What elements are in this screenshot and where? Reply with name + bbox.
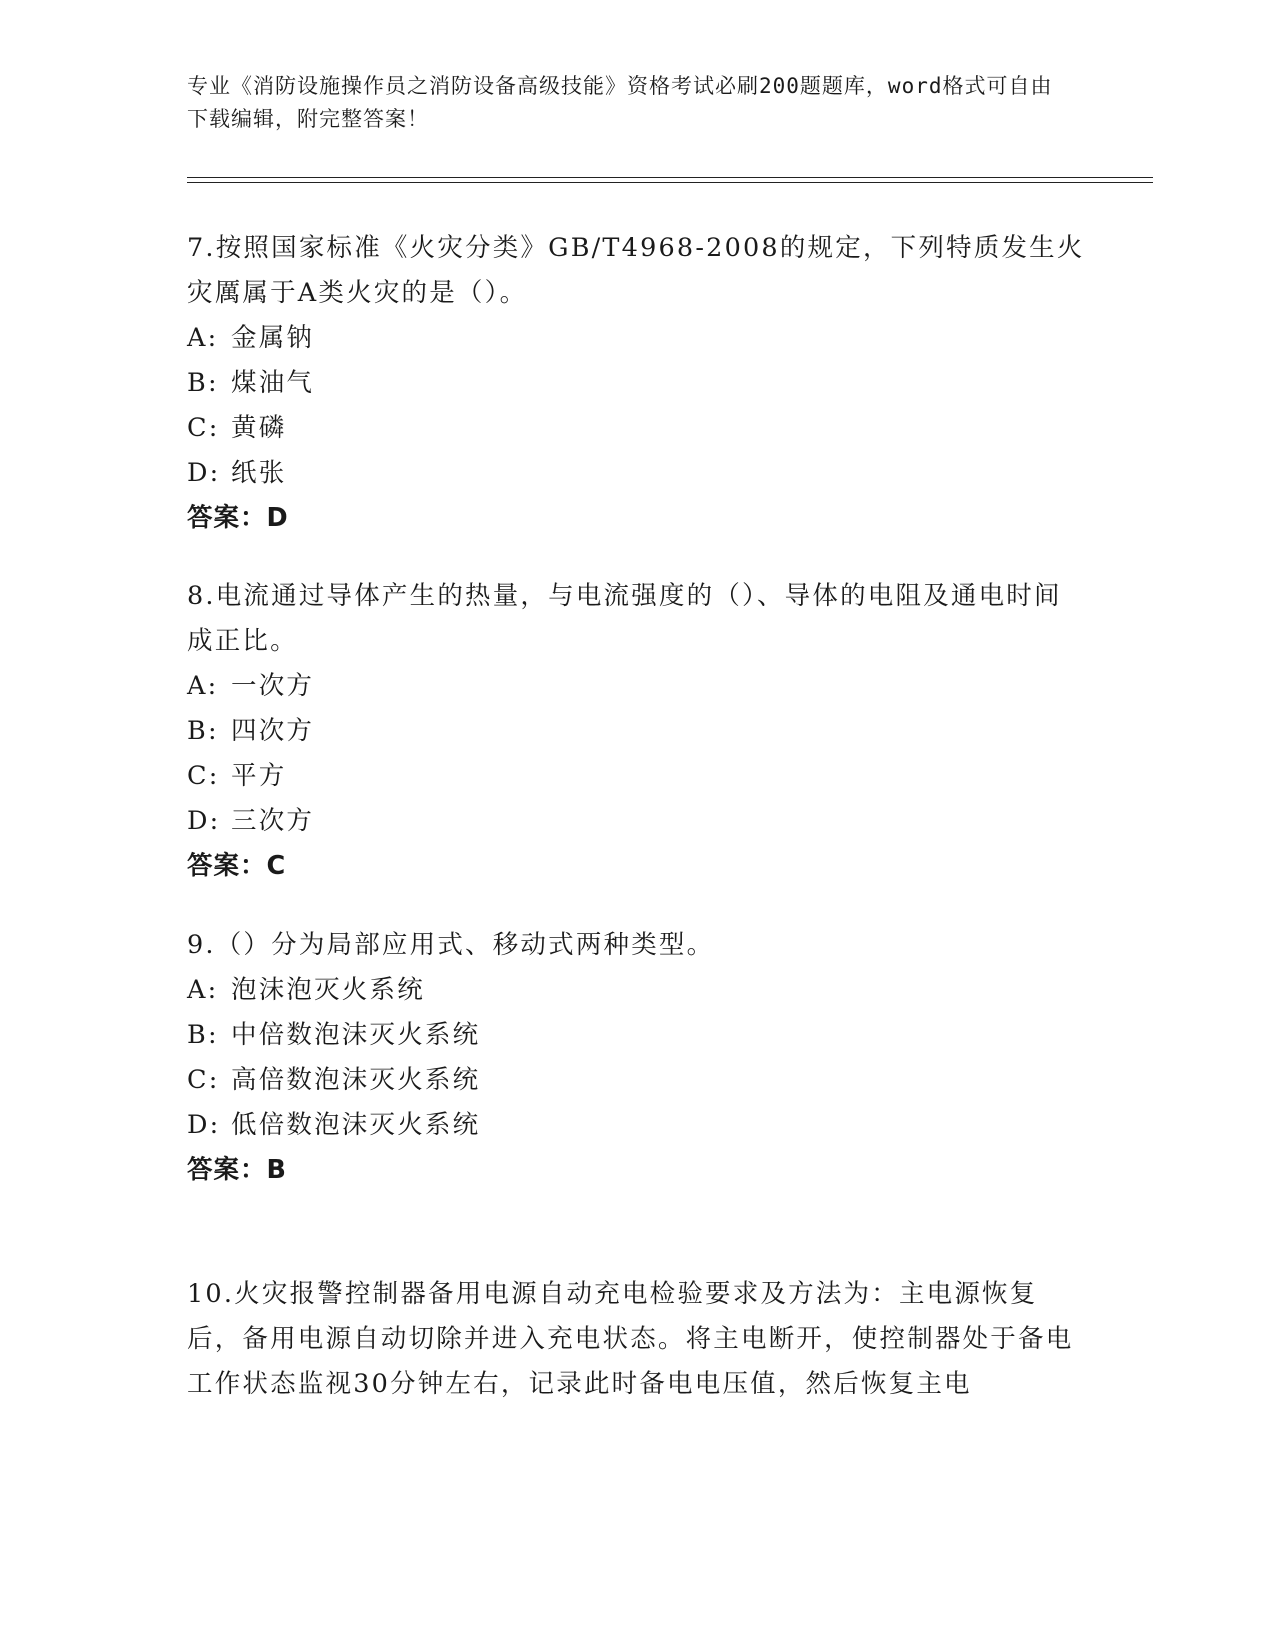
question-7 [187, 226, 1087, 541]
option-c [187, 406, 1087, 451]
header-divider-top [187, 177, 1153, 178]
answer-value: D [266, 503, 288, 533]
document-header [187, 70, 1067, 136]
option-d [187, 451, 1087, 496]
answer-label: 答案： [187, 1155, 267, 1185]
option-c [187, 1058, 1087, 1103]
answer-label: 答案： [187, 851, 267, 881]
question-8 [187, 574, 1087, 889]
option-b [187, 1013, 1087, 1058]
option-letter: C: [187, 413, 220, 443]
option-letter: B: [187, 1020, 219, 1050]
option-letter: D: [187, 1110, 221, 1140]
option-a [187, 968, 1087, 1013]
question-9 [187, 923, 1087, 1193]
option-d [187, 799, 1087, 844]
option-letter: D: [187, 806, 221, 836]
option-letter: A: [187, 323, 219, 353]
option-a [187, 664, 1087, 709]
question-stem: 7.按照国家标准《火灾分类》GB/T4968-2008的规定，下列特质发生火灾厲属于A类火灾的是（）。 [187, 233, 1085, 308]
option-a [187, 316, 1087, 361]
option-text: 三次方 [231, 806, 315, 836]
option-text: 泡沫泡灭火系统 [231, 975, 425, 1005]
option-text: 纸张 [231, 458, 287, 488]
option-text: 平方 [231, 761, 287, 791]
option-letter: A: [187, 975, 219, 1005]
question-stem: 9.（）分为局部应用式、移动式两种类型。 [187, 930, 715, 960]
option-text: 一次方 [231, 671, 315, 701]
option-letter: C: [187, 761, 220, 791]
answer-line [187, 1148, 1087, 1193]
option-letter: A: [187, 671, 219, 701]
option-text: 四次方 [231, 716, 315, 746]
option-text: 低倍数泡沫灭火系统 [231, 1110, 481, 1140]
question-10 [187, 1272, 1087, 1407]
option-text: 中倍数泡沫灭火系统 [231, 1020, 481, 1050]
answer-value: B [266, 1155, 286, 1185]
option-text: 金属钠 [231, 323, 315, 353]
option-text: 高倍数泡沫灭火系统 [231, 1065, 481, 1095]
header-intro-text: 专业《消防设施操作员之消防设备高级技能》资格考试必刷200题题库，word格式可自由下载编辑，附完整答案！ [187, 74, 1053, 131]
option-text: 黄磷 [231, 413, 287, 443]
question-stem: 8.电流通过导体产生的热量，与电流强度的（）、导体的电阻及通电时间成正比。 [187, 581, 1062, 656]
option-letter: B: [187, 368, 219, 398]
answer-label: 答案： [187, 503, 267, 533]
header-divider-bottom [187, 182, 1153, 183]
answer-line [187, 844, 1087, 889]
option-c [187, 754, 1087, 799]
question-stem: 10.火灾报警控制器备用电源自动充电检验要求及方法为：主电源恢复后，备用电源自动切除并进入充电状态。将主电断开，使控制器处于备电工作状态监视30分钟左右，记录此时备电电压值，然后恢复主电 [187, 1279, 1074, 1399]
option-b [187, 361, 1087, 406]
option-b [187, 709, 1087, 754]
option-d [187, 1103, 1087, 1148]
answer-line [187, 496, 1087, 541]
option-text: 煤油气 [231, 368, 315, 398]
option-letter: C: [187, 1065, 220, 1095]
answer-value: C [266, 851, 286, 881]
option-letter: D: [187, 458, 221, 488]
option-letter: B: [187, 716, 219, 746]
